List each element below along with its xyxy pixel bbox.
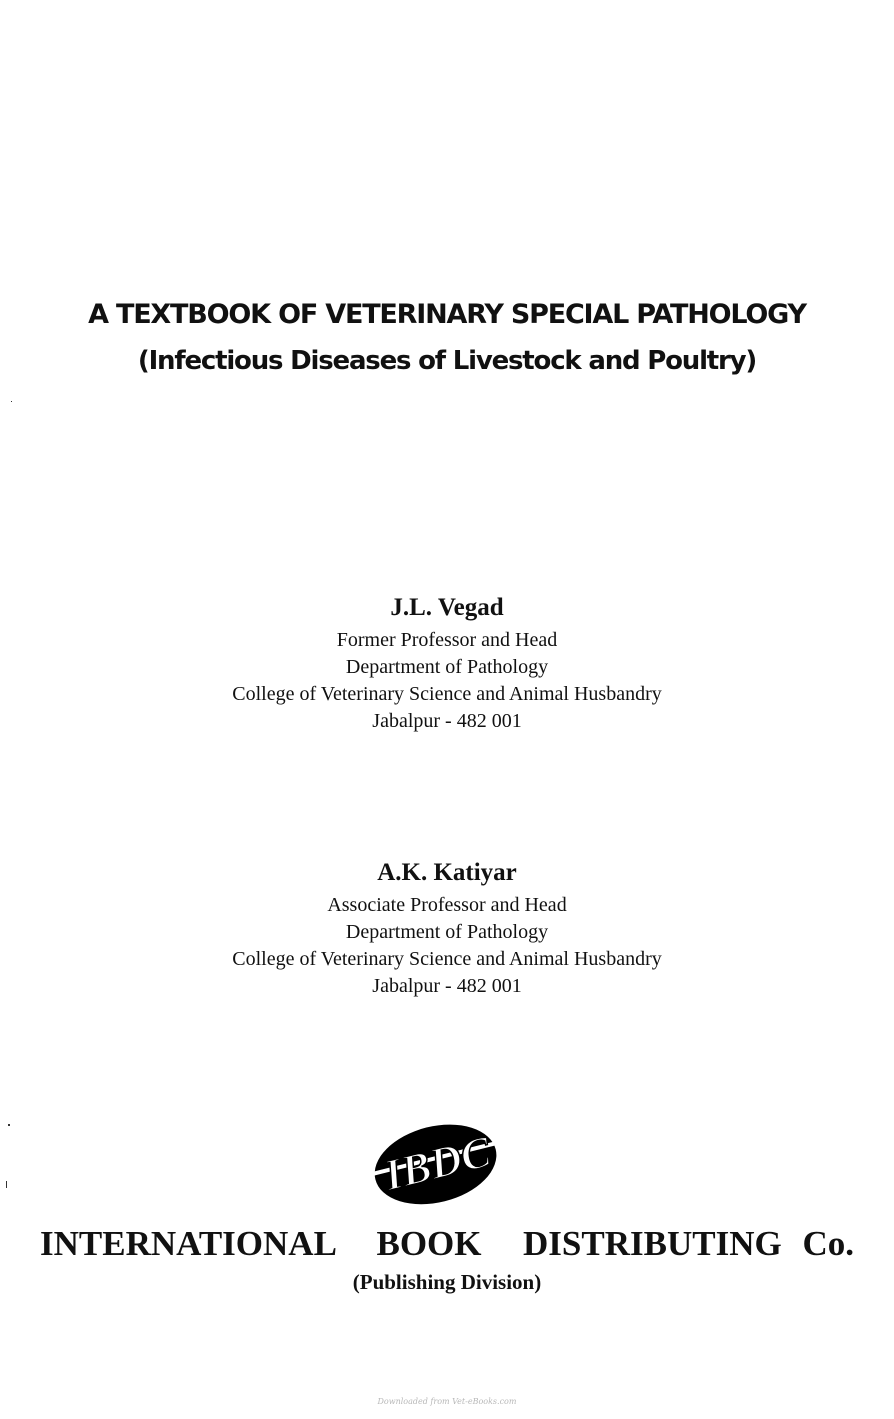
book-subtitle: (Infectious Diseases of Livestock and Poultry) bbox=[137, 346, 757, 376]
publisher-logo bbox=[367, 1112, 507, 1212]
author-position: Former Professor and Head bbox=[336, 629, 558, 651]
author-block-2 bbox=[0, 856, 894, 1000]
scan-speck bbox=[11, 401, 12, 402]
book-title: A TEXTBOOK OF VETERINARY SPECIAL PATHOLOGY bbox=[88, 299, 806, 330]
author-name: J.L. Vegad bbox=[390, 594, 504, 621]
book-title-block bbox=[0, 292, 894, 384]
author-name: A.K. Katiyar bbox=[377, 859, 517, 886]
publisher-logo-text: IBDC bbox=[379, 1126, 496, 1201]
download-watermark: Downloaded from Vet-eBooks.com bbox=[377, 1397, 517, 1406]
scan-speck bbox=[6, 1181, 7, 1188]
author-position: Associate Professor and Head bbox=[327, 894, 567, 916]
author-address: Jabalpur - 482 001 bbox=[372, 710, 522, 732]
author-college: College of Veterinary Science and Animal Husbandry bbox=[232, 683, 662, 705]
author-department: Department of Pathology bbox=[345, 656, 549, 678]
author-block-1 bbox=[0, 591, 894, 735]
publisher-name: INTERNATIONAL BOOK DISTRIBUTING Co. bbox=[40, 1224, 854, 1263]
publisher-division: (Publishing Division) bbox=[352, 1270, 542, 1294]
author-college: College of Veterinary Science and Animal Husbandry bbox=[232, 948, 662, 970]
author-department: Department of Pathology bbox=[345, 921, 549, 943]
author-address: Jabalpur - 482 001 bbox=[372, 975, 522, 997]
scan-speck bbox=[8, 1124, 10, 1126]
